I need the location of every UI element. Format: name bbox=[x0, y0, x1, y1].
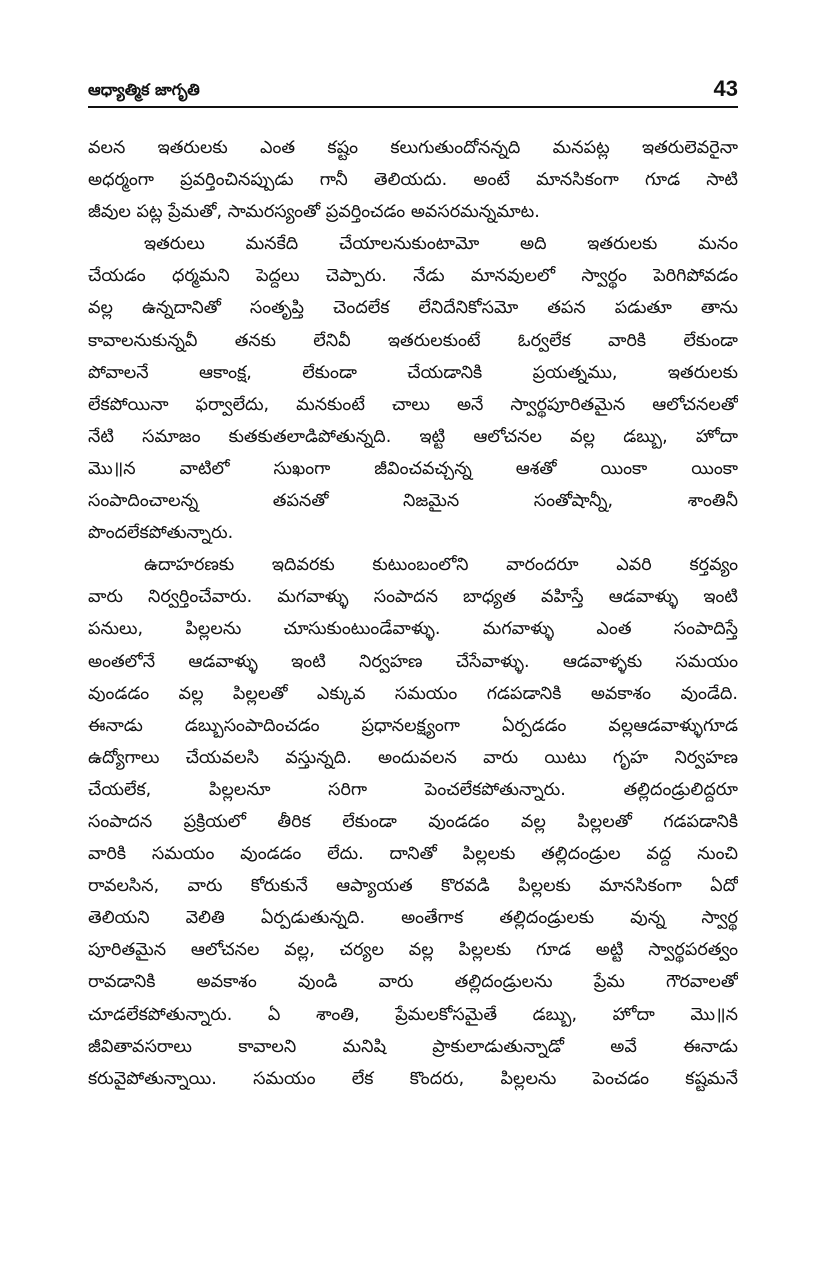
text-line: చేయలేక, పిల్లలనూ సరిగా పెంచలేకపోతున్నారు. తల్లిదండ్రులిద్దరూ bbox=[88, 779, 738, 800]
text-line: వల్ల ఉన్నదానితో సంతృప్తి చెందలేక లేనిదేనికోసమో తపన పడుతూ తాను bbox=[88, 298, 738, 319]
text-line: చూడలేకపోతున్నారు. ఏ శాంతి, ప్రేమలకోసమైతే డబ్బు, హోదా మొ॥న bbox=[88, 1004, 738, 1025]
text-line: అంతలోనే ఆడవాళ్ళు ఇంటి నిర్వహణ చేసేవాళ్ళు. ఆడవాళ్ళకు సమయం bbox=[88, 651, 738, 672]
text-line: ఈనాడు డబ్బుసంపాదించడం ప్రధానలక్ష్యంగా ఏర్పడడం వల్లఆడవాళ్ళుగూడ bbox=[88, 715, 738, 736]
text-line: చేయడం ధర్మమని పెద్దలు చెప్పారు. నేడు మానవులలో స్వార్థం పెరిగిపోవడం bbox=[88, 266, 738, 287]
text-line: వారు నిర్వర్తించేవారు. మగవాళ్ళు సంపాదన బాధ్యత వహిస్తే ఆడవాళ్ళు ఇంటి bbox=[88, 587, 738, 608]
text-line: ఇతరులు మనకేది చేయాలనుకుంటామో అది ఇతరులకు మనం bbox=[144, 234, 738, 255]
text-line: జీవుల పట్ల ప్రేమతో, సామరస్యంతో ప్రవర్తించడం అవసరమన్నమాట. bbox=[88, 202, 540, 223]
text-line: నేటి సమాజం కుతకుతలాడిపోతున్నది. ఇట్టి ఆలోచనల వల్ల డబ్బు, హోదా bbox=[88, 426, 738, 447]
text-line: వలన ఇతరులకు ఎంత కష్టం కలుగుతుందోనన్నది మనపట్ల ఇతరులెవరైనా bbox=[88, 138, 738, 158]
text-line: సంపాదన ప్రక్రియలో తీరిక లేకుండా వుండడం వల్ల పిల్లలతో గడపడానికి bbox=[88, 811, 738, 832]
text-line: పోవాలనే ఆకాంక్ష, లేకుండా చేయడానికి ప్రయత్నము, ఇతరులకు bbox=[88, 362, 738, 383]
text-line: వుండడం వల్ల పిల్లలతో ఎక్కువ సమయం గడపడానికి అవకాశం వుండేది. bbox=[88, 683, 738, 704]
body-text bbox=[88, 132, 738, 1095]
text-line: లేకపోయినా ఫర్వాలేదు, మనకుంటే చాలు అనే స్వార్థపూరితమైన ఆలోచనలతో bbox=[88, 394, 738, 415]
text-line: ఉద్యోగాలు చేయవలసి వస్తున్నది. అందువలన వారు యిటు గృహ నిర్వహణ bbox=[88, 747, 738, 768]
text-line: మొ॥న వాటిలో సుఖంగా జీవించవచ్చన్న ఆశతో యింకా యింకా bbox=[88, 458, 738, 479]
text-line: తెలియని వెలితి ఏర్పడుతున్నది. అంతేగాక తల్లిదండ్రులకు వున్న స్వార్థ bbox=[88, 908, 738, 929]
text-line: పూరితమైన ఆలోచనల వల్ల, చర్యల వల్ల పిల్లలకు గూడ అట్టి స్వార్థపరత్వం bbox=[88, 940, 738, 961]
running-title: ఆధ్యాత్మిక జాగృతి bbox=[88, 80, 200, 99]
page-number: 43 bbox=[713, 76, 738, 101]
text-line: సంపాదించాలన్న తపనతో నిజమైన సంతోషాన్నీ, శాంతినీ bbox=[88, 491, 738, 512]
text-line: కరువైపోతున్నాయి. సమయం లేక కొందరు, పిల్లలను పెంచడం కష్టమనే bbox=[88, 1068, 738, 1089]
text-line: రావడానికి అవకాశం వుండి వారు తల్లిదండ్రులను ప్రేమ గౌరవాలతో bbox=[88, 972, 738, 993]
text-line: అధర్మంగా ప్రవర్తించినప్పుడు గానీ తెలియదు. అంటే మానసికంగా గూడ సాటి bbox=[88, 170, 738, 191]
text-line: పొందలేకపోతున్నారు. bbox=[88, 523, 234, 544]
page-header bbox=[88, 76, 738, 108]
text-line: కావాలనుకున్నవీ తనకు లేనివీ ఇతరులకుంటే ఓర్వలేక వారికి లేకుండా bbox=[88, 330, 738, 351]
text-line: రావలసిన, వారు కోరుకునే ఆప్యాయత కొరవడి పిల్లలకు మానసికంగా ఏదో bbox=[88, 876, 738, 897]
text-line: వారికి సమయం వుండడం లేదు. దానితో పిల్లలకు తల్లిదండ్రుల వద్ద నుంచి bbox=[88, 844, 738, 865]
text-line: ఉదాహరణకు ఇదివరకు కుటుంబంలోని వారందరూ ఎవరి కర్తవ్యం bbox=[144, 555, 738, 576]
text-line: జీవితావసరాలు కావాలని మనిషి ప్రాకులాడుతున్నాడో అవే ఈనాడు bbox=[88, 1036, 738, 1057]
text-line: పనులు, పిల్లలను చూసుకుంటుండేవాళ్ళు. మగవాళ్ళు ఎంత సంపాదిస్తే bbox=[88, 619, 738, 640]
